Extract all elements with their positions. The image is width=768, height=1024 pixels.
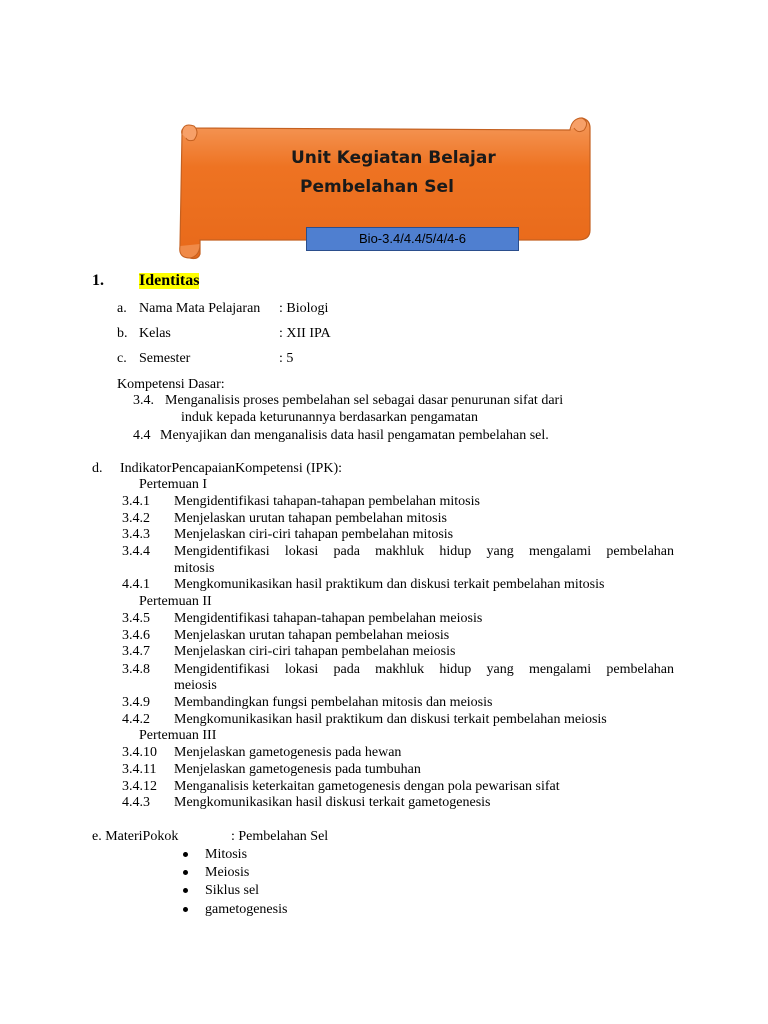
indicator-code: 4.4.1	[122, 577, 150, 592]
kd1-text-line1: Menganalisis proses pembelahan sel sebagai dasar penurunan sifat dari	[165, 393, 564, 408]
bullet-icon	[183, 870, 188, 875]
identity-letter-c: c.	[117, 351, 127, 366]
banner-title-line1: Unit Kegiatan Belajar	[291, 148, 496, 168]
materi-bullet-item: Mitosis	[205, 847, 248, 862]
indicator-code: 4.4.3	[122, 795, 150, 810]
identity-value-semester: : 5	[279, 351, 294, 366]
identity-label-subject: Nama Mata Pelajaran	[139, 301, 261, 316]
materi-bullet-item: gametogenesis	[205, 902, 288, 917]
indicator-code: 3.4.6	[122, 628, 150, 643]
indicator-code: 3.4.11	[122, 762, 157, 777]
indicator-text: Menjelaskan gametogenesis pada hewan	[174, 745, 402, 760]
indicator-text: Membandingkan fungsi pembelahan mitosis dan meiosis	[174, 695, 493, 710]
bullet-icon	[183, 907, 188, 912]
indicator-text: Mengkomunikasikan hasil diskusi terkait gametogenesis	[174, 795, 491, 810]
indicator-text: Mengidentifikasi tahapan-tahapan pembelahan meiosis	[174, 611, 483, 626]
ipk-letter: d.	[92, 461, 103, 476]
indicator-text: Mengidentifikasi lokasi pada makhluk hidup yang mengalami pembelahan	[174, 662, 674, 677]
indicator-code: 3.4.1	[122, 494, 150, 509]
ipk-heading: IndikatorPencapaianKompetensi (IPK):	[120, 461, 342, 476]
kd1-text-line2: induk kepada keturunannya berdasarkan pengamatan	[181, 410, 478, 425]
indicator-text: Menjelaskan urutan tahapan pembelahan mitosis	[174, 511, 447, 526]
indicator-code: 3.4.10	[122, 745, 157, 760]
meeting-3-heading: Pertemuan III	[139, 728, 217, 743]
bullet-icon	[183, 888, 188, 893]
section-title: Identitas	[139, 272, 200, 289]
materi-bullet-item: Siklus sel	[205, 883, 260, 898]
indicator-code: 3.4.12	[122, 779, 157, 794]
indicator-text: Menjelaskan ciri-ciri tahapan pembelahan meiosis	[174, 644, 456, 659]
identity-label-class: Kelas	[139, 326, 171, 341]
identity-letter-b: b.	[117, 326, 128, 341]
indicator-text-continued: meiosis	[174, 678, 217, 693]
module-code-box: Bio-3.4/4.4/5/4/4-6	[306, 227, 519, 251]
indicator-code: 3.4.2	[122, 511, 150, 526]
banner-title-line2: Pembelahan Sel	[300, 177, 454, 197]
indicator-text: Mengkomunikasikan hasil praktikum dan diskusi terkait pembelahan mitosis	[174, 577, 605, 592]
indicator-code: 3.4.5	[122, 611, 150, 626]
indicator-code: 3.4.4	[122, 544, 150, 559]
indicator-code: 3.4.3	[122, 527, 150, 542]
indicator-text-continued: mitosis	[174, 561, 215, 576]
materi-label: e. MateriPokok	[92, 829, 179, 844]
section-number: 1.	[92, 272, 104, 289]
kd1-number: 3.4.	[133, 393, 154, 408]
meeting-1-heading: Pertemuan I	[139, 477, 208, 492]
bullet-icon	[183, 852, 188, 857]
identity-letter-a: a.	[117, 301, 127, 316]
indicator-text: Mengidentifikasi tahapan-tahapan pembelahan mitosis	[174, 494, 480, 509]
identity-label-semester: Semester	[139, 351, 191, 366]
identity-value-subject: : Biologi	[279, 301, 329, 316]
indicator-text: Mengkomunikasikan hasil praktikum dan diskusi terkait pembelahan meiosis	[174, 712, 607, 727]
indicator-code: 3.4.9	[122, 695, 150, 710]
indicator-code: 3.4.7	[122, 644, 150, 659]
materi-value: : Pembelahan Sel	[231, 829, 329, 844]
indicator-code: 4.4.2	[122, 712, 150, 727]
indicator-text: Menjelaskan gametogenesis pada tumbuhan	[174, 762, 421, 777]
kd2-number: 4.4	[133, 428, 151, 443]
kd2-text: Menyajikan dan menganalisis data hasil pengamatan pembelahan sel.	[160, 428, 549, 443]
indicator-text: Menjelaskan ciri-ciri tahapan pembelahan mitosis	[174, 527, 454, 542]
indicator-text: Menjelaskan urutan tahapan pembelahan meiosis	[174, 628, 450, 643]
indicator-text: Mengidentifikasi lokasi pada makhluk hidup yang mengalami pembelahan	[174, 544, 674, 559]
indicator-code: 3.4.8	[122, 662, 150, 677]
identity-value-class: : XII IPA	[279, 326, 331, 341]
indicator-text: Menganalisis keterkaitan gametogenesis dengan pola pewarisan sifat	[174, 779, 560, 794]
materi-bullet-item: Meiosis	[205, 865, 250, 880]
kd-heading: Kompetensi Dasar:	[117, 377, 225, 392]
meeting-2-heading: Pertemuan II	[139, 594, 212, 609]
